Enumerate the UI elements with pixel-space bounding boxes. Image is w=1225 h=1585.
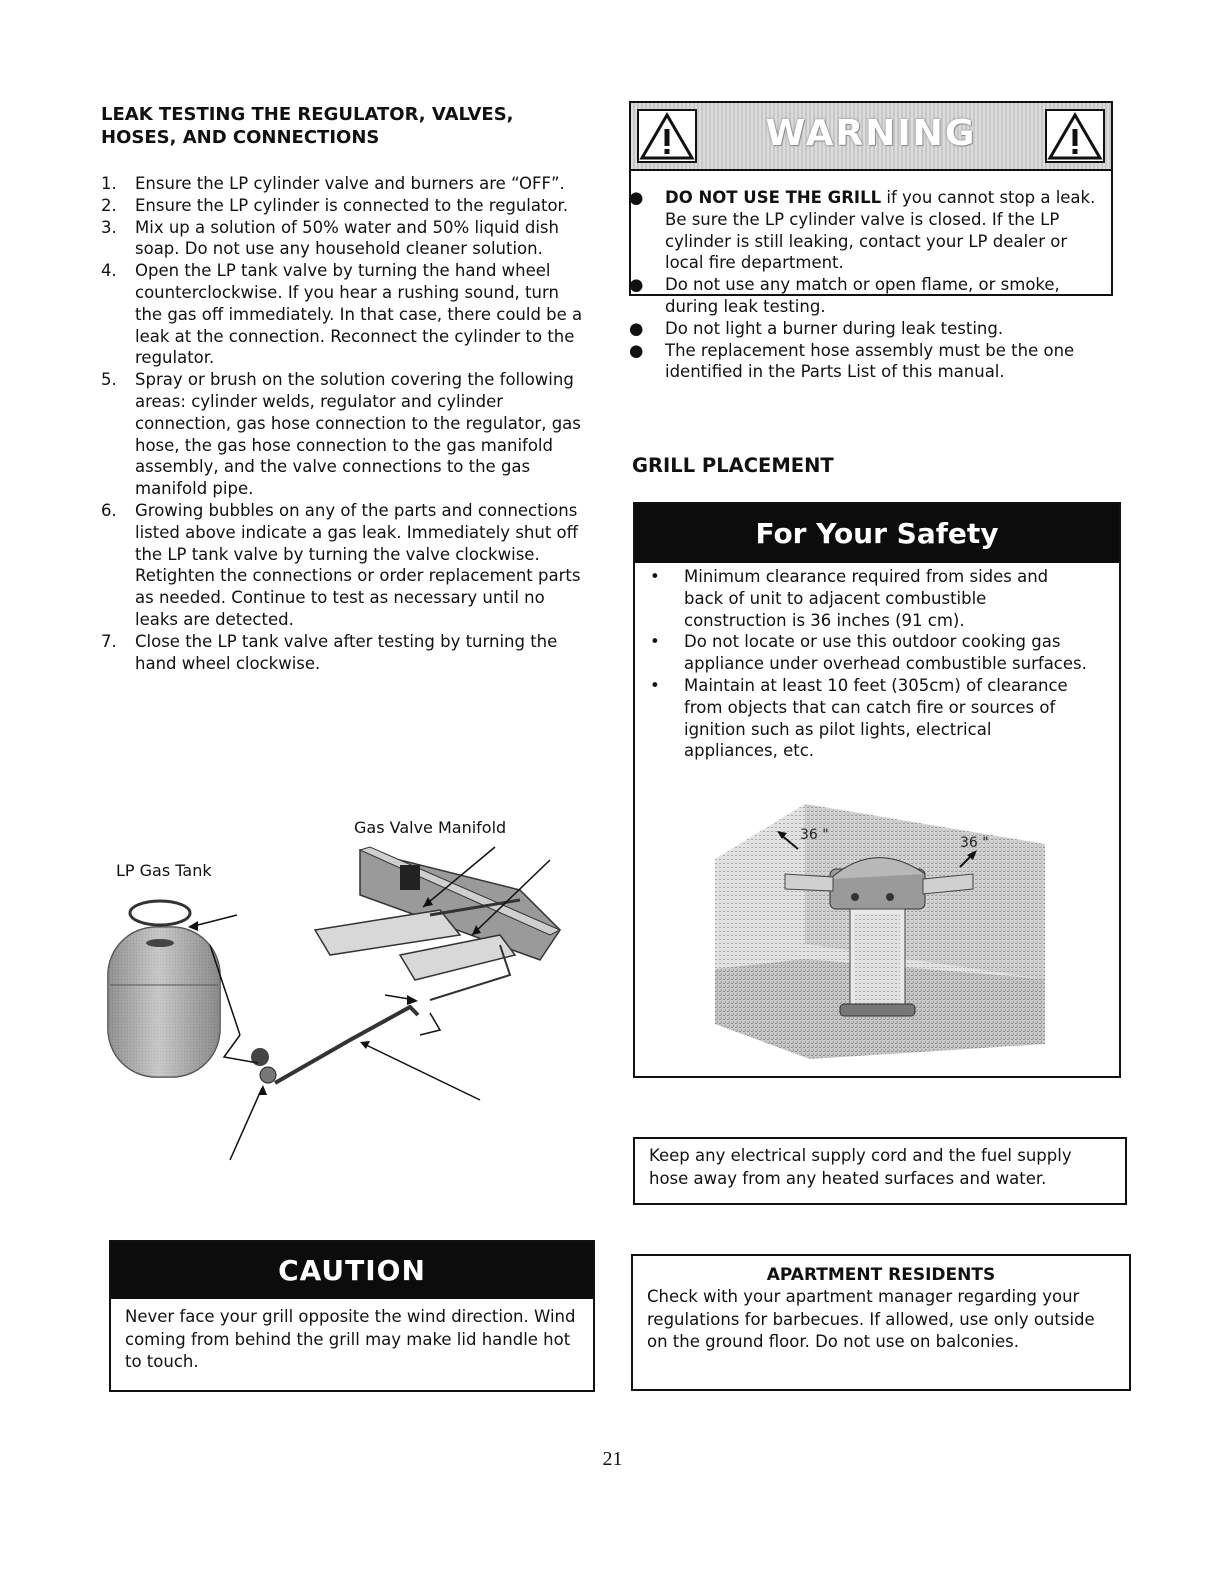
- caution-text: Never face your grill opposite the wind direction. Wind coming from behind the grill may make lid handle hot to touch.: [125, 1307, 576, 1371]
- step-item: [101, 500, 586, 631]
- safety-box: [633, 502, 1121, 1078]
- grill-clearance-illustration: [715, 799, 1050, 1059]
- safety-bullets: [650, 566, 1090, 762]
- apartment-box: [631, 1254, 1131, 1391]
- safety-bullet: • Minimum clearance required from sides and back of unit to adjacent combustible construction is 36 inches (91 cm).: [650, 567, 1049, 630]
- warning-bullet-bold: DO NOT USE THE GRILL: [665, 188, 882, 207]
- warning-box: [629, 101, 1113, 382]
- leak-test-heading: [101, 103, 571, 149]
- caution-box: [109, 1240, 595, 1392]
- electrical-note-box: [633, 1137, 1127, 1205]
- warning-bullet: ● Do not use any match or open flame, or smoke, during leak testing.: [629, 275, 1060, 316]
- safety-title: For Your Safety: [755, 517, 999, 550]
- manifold-assembly-drawing: [315, 847, 560, 1000]
- gas-system-illustration: [100, 835, 580, 1170]
- safety-banner: [635, 504, 1119, 563]
- safety-bullet-text: Maintain at least 10 feet (305cm) of clearance from objects that can catch fire or sources of ignition such as pilot lights, electrical appliances, etc.: [684, 675, 1068, 761]
- warning-title: WARNING: [765, 113, 977, 154]
- apartment-title: APARTMENT RESIDENTS: [766, 1265, 996, 1285]
- step-text: Open the LP tank valve by turning the hand wheel counterclockwise. If you hear a rushing sound, turn the gas off immediately. In that case, there could be a leak at the connection. Reconnect the cylinder to the regulator.: [135, 261, 583, 368]
- lp-gas-tank-label: LP Gas Tank: [116, 861, 212, 880]
- warning-bullets: [631, 187, 1105, 383]
- clearance-dim-left: 36 ": [800, 827, 829, 843]
- page-number: 21: [602, 1448, 623, 1470]
- step-number: 6.: [101, 500, 117, 520]
- step-item: [101, 173, 586, 195]
- step-number: 1.: [101, 174, 117, 193]
- step-text: Mix up a solution of 50% water and 50% liquid dish soap. Do not use any household cleaner solution.: [135, 217, 559, 259]
- step-number: 4.: [101, 261, 117, 281]
- clearance-dim-right: 36 ": [960, 835, 989, 851]
- step-text: Ensure the LP cylinder valve and burners are “OFF”.: [135, 174, 565, 193]
- step-number: 3.: [101, 217, 117, 237]
- safety-bullet-text: Do not locate or use this outdoor cooking gas appliance under overhead combustible surfaces.: [684, 632, 1087, 674]
- warning-bullet-text: Do not light a burner during leak testing.: [665, 318, 1004, 338]
- safety-bullet: • Do not locate or use this outdoor cooking gas appliance under overhead combustible surfaces.: [650, 632, 1087, 674]
- warning-bullet: ● Do not light a burner during leak testing.: [629, 318, 1004, 338]
- warning-bullet: ● DO NOT USE THE GRILL if you cannot stop a leak. Be sure the LP cylinder valve is closed. If the LP cylinder is still leaking, contact your LP dealer or local fire department.: [629, 188, 1096, 273]
- step-number: 7.: [101, 631, 117, 651]
- leak-test-heading-line1: LEAK TESTING THE REGULATOR, VALVES,: [101, 104, 514, 125]
- warning-bullet-text: Do not use any match or open flame, or smoke, during leak testing.: [665, 275, 1060, 316]
- warning-bullet: ● The replacement hose assembly must be the one identified in the Parts List of this manual.: [629, 340, 1075, 382]
- safety-bullet: • Maintain at least 10 feet (305cm) of clearance from objects that can catch fire or sources of ignition such as pilot lights, electrical appliances, etc.: [650, 675, 1068, 761]
- step-text: Spray or brush on the solution covering the following areas: cylinder welds, regulator and cylinder connection, gas hose connection to the regulator, gas hose, the gas hose connection to the gas manifold assembly, and the valve connections to the gas manifold pipe.: [135, 370, 581, 499]
- gas-hose-drawing: [251, 1007, 418, 1083]
- leak-test-heading-line2: HOSES, AND CONNECTIONS: [101, 127, 380, 148]
- grill-placement-heading: GRILL PLACEMENT: [632, 454, 834, 477]
- electrical-note-text: Keep any electrical supply cord and the fuel supply hose away from any heated surfaces and water.: [649, 1146, 1072, 1188]
- apartment-text: Check with your apartment manager regarding your regulations for barbecues. If allowed, use only outside on the ground floor. Do not use on balconies.: [647, 1287, 1095, 1351]
- step-text: Ensure the LP cylinder is connected to the regulator.: [135, 195, 569, 215]
- step-item: [101, 369, 586, 500]
- step-number: 5.: [101, 370, 117, 390]
- leak-test-steps: [101, 173, 586, 674]
- step-item: [101, 631, 586, 675]
- step-number: 2.: [101, 195, 117, 215]
- step-text: Growing bubbles on any of the parts and connections listed above indicate a gas leak. Immediately shut off the LP tank valve by turning the valve clockwise. Retighten the connections or order replacement parts as needed. Continue to test as necessary until no leaks are detected.: [135, 500, 581, 629]
- caution-title: CAUTION: [278, 1254, 426, 1287]
- warning-bullet-text: The replacement hose assembly must be the one identified in the Parts List of this manual.: [665, 340, 1075, 382]
- step-text: Close the LP tank valve after testing by turning the hand wheel clockwise.: [135, 631, 558, 673]
- safety-bullet-text: Minimum clearance required from sides and back of unit to adjacent combustible construction is 36 inches (91 cm).: [684, 567, 1049, 630]
- step-item: [101, 260, 586, 369]
- warning-bullet-text: if you cannot stop a leak. Be sure the LP cylinder valve is closed. If the LP cylinder is still leaking, contact your LP dealer or local fire department.: [665, 188, 1096, 273]
- caution-banner: [111, 1242, 593, 1299]
- step-item: [101, 217, 586, 261]
- step-item: [101, 195, 586, 217]
- lp-tank-drawing: [108, 901, 220, 1077]
- gas-valve-manifold-label: Gas Valve Manifold: [354, 818, 507, 837]
